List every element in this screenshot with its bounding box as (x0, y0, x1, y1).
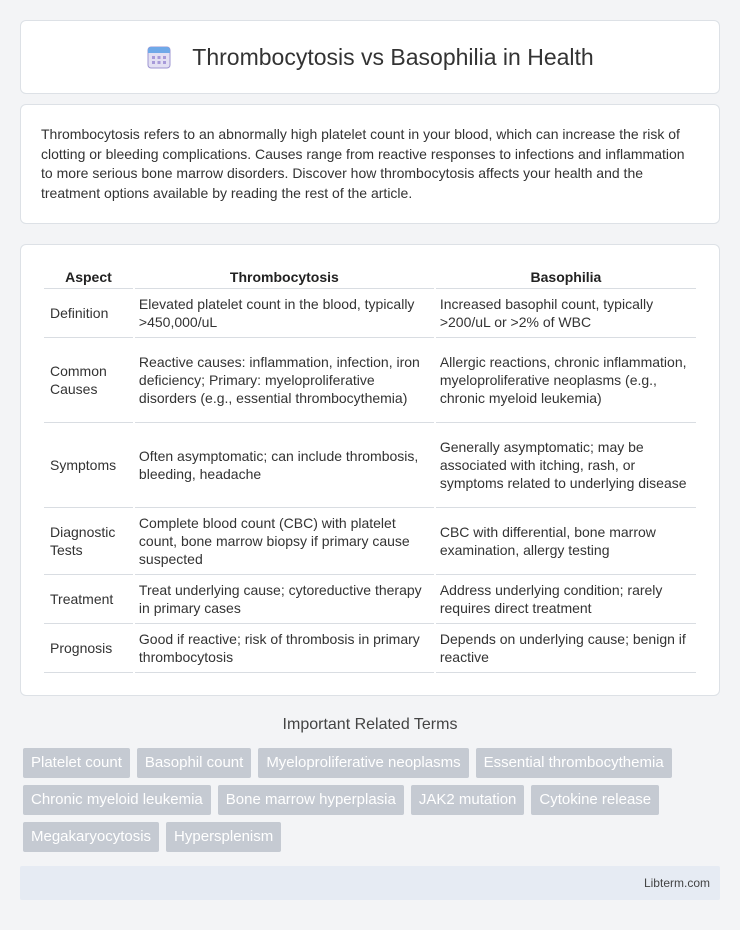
table-row (44, 338, 696, 423)
tag-basophil-count[interactable]: Basophil count (137, 748, 251, 778)
intro-text: Thrombocytosis refers to an abnormally high platelet count in your blood, which can increase the risk of clotting or bleeding complications. Causes range from reactive responses to infections and inflammation to more serious bone marrow disorders. Discover how thrombocytosis affects your health and the treatment options available by reading the rest of the article. (41, 126, 685, 201)
table-row (44, 289, 696, 338)
header-aspect: Aspect (44, 263, 133, 289)
table-header-row (44, 263, 696, 289)
row-aspect: Treatment (44, 575, 133, 624)
row-thrombocytosis: Often asymptomatic; can include thrombosis, bleeding, headache (135, 423, 434, 508)
row-basophilia: CBC with differential, bone marrow examination, allergy testing (436, 508, 696, 575)
comparison-table-card (20, 244, 720, 696)
tag-hypersplenism[interactable]: Hypersplenism (166, 822, 281, 852)
tag-essential-thrombocythemia[interactable]: Essential thrombocythemia (476, 748, 672, 778)
tag-bone-marrow-hyperplasia[interactable]: Bone marrow hyperplasia (218, 785, 404, 815)
related-terms-heading: Important Related Terms (282, 716, 458, 733)
tag-jak2-mutation[interactable]: JAK2 mutation (411, 785, 525, 815)
title-card (20, 20, 720, 94)
row-aspect: Definition (44, 289, 133, 338)
intro-card (20, 104, 720, 224)
row-aspect: Prognosis (44, 624, 133, 673)
row-aspect: Symptoms (44, 423, 133, 508)
tag-chronic-myeloid-leukemia[interactable]: Chronic myeloid leukemia (23, 785, 211, 815)
row-thrombocytosis: Reactive causes: inflammation, infection, iron deficiency; Primary: myeloproliferative disorders (e.g., essential thrombocythemia) (135, 338, 434, 423)
table-row (44, 575, 696, 624)
row-basophilia: Increased basophil count, typically >200/uL or >2% of WBC (436, 289, 696, 338)
row-thrombocytosis: Complete blood count (CBC) with platelet count, bone marrow biopsy if primary cause suspected (135, 508, 434, 575)
row-basophilia: Address underlying condition; rarely requires direct treatment (436, 575, 696, 624)
tag-cytokine-release[interactable]: Cytokine release (531, 785, 659, 815)
table-row (44, 423, 696, 508)
footer-site-link[interactable]: Libterm.com (643, 876, 710, 890)
title-wrap (146, 44, 593, 71)
table-row (44, 624, 696, 673)
header-basophilia: Basophilia (436, 263, 696, 289)
row-thrombocytosis: Good if reactive; risk of thrombosis in primary thrombocytosis (135, 624, 434, 673)
table-row (44, 508, 696, 575)
footer (20, 866, 720, 900)
row-basophilia: Depends on underlying cause; benign if reactive (436, 624, 696, 673)
tag-megakaryocytosis[interactable]: Megakaryocytosis (23, 822, 159, 852)
calendar-icon (146, 44, 172, 70)
page-title: Thrombocytosis vs Basophilia in Health (192, 43, 594, 70)
row-basophilia: Allergic reactions, chronic inflammation, myeloproliferative neoplasms (e.g., chronic myeloid leukemia) (436, 338, 696, 423)
header-thrombocytosis: Thrombocytosis (135, 263, 434, 289)
row-thrombocytosis: Elevated platelet count in the blood, typically >450,000/uL (135, 289, 434, 338)
tag-platelet-count[interactable]: Platelet count (23, 748, 130, 778)
tag-myeloproliferative-neoplasms[interactable]: Myeloproliferative neoplasms (258, 748, 468, 778)
row-basophilia: Generally asymptomatic; may be associated with itching, rash, or symptoms related to underlying disease (436, 423, 696, 508)
row-aspect: Common Causes (44, 338, 133, 423)
related-terms-tags (23, 748, 723, 852)
row-aspect: Diagnostic Tests (44, 508, 133, 575)
row-thrombocytosis: Treat underlying cause; cytoreductive therapy in primary cases (135, 575, 434, 624)
comparison-table (42, 263, 698, 673)
